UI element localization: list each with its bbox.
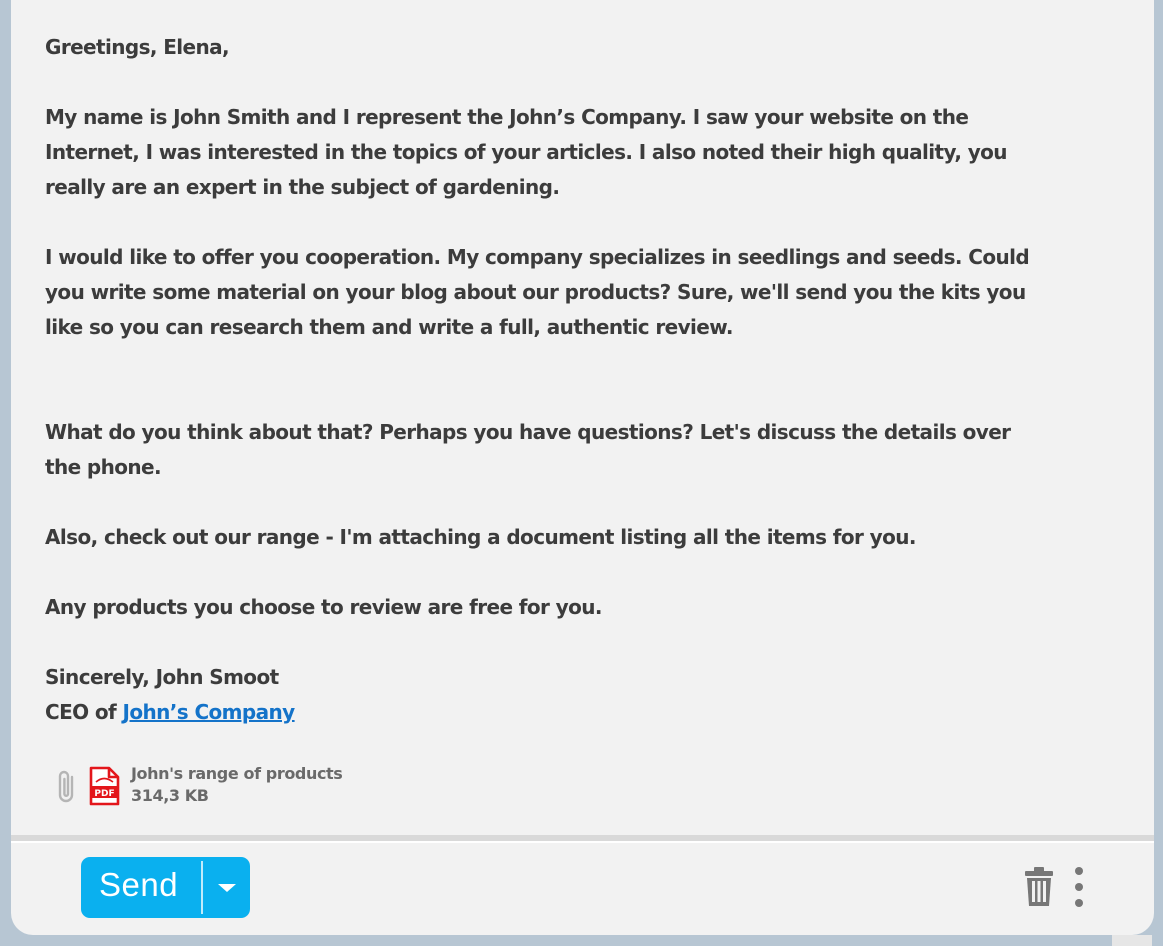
paperclip-icon <box>53 768 81 806</box>
send-separator <box>201 861 203 914</box>
attachment[interactable] <box>53 764 393 810</box>
trash-icon <box>1023 864 1055 908</box>
email-compose-window <box>11 0 1154 935</box>
paragraph-question-line-1: What do you think about that? Perhaps you have questions? Let's discuss the details over <box>45 420 1011 444</box>
greeting: Greetings, Elena, <box>45 35 230 59</box>
paragraph-offer-line-2: you write some material on your blog about our products? Sure, we'll send you the kits you <box>45 280 1026 304</box>
attachment-name: John's range of products <box>131 764 343 783</box>
title-prefix: CEO of <box>45 700 123 724</box>
more-vertical-icon <box>1069 862 1089 912</box>
paragraph-intro-line-2: Internet, I was interested in the topics of your articles. I also noted their high quality, you <box>45 140 1007 164</box>
attachment-size: 314,3 KB <box>131 786 209 805</box>
window-edge <box>1112 935 1152 946</box>
company-link[interactable]: John’s Company <box>122 700 295 724</box>
toolbar-divider <box>11 835 1154 843</box>
delete-draft-button[interactable] <box>1023 864 1055 908</box>
signature-title <box>45 695 295 730</box>
paragraph-free-products: Any products you choose to review are free for you. <box>45 595 602 619</box>
paragraph-question-line-2: the phone. <box>45 455 162 479</box>
paragraph-attachment-note: Also, check out our range - I'm attaching a document listing all the items for you. <box>45 525 916 549</box>
pdf-label: PDF <box>94 789 115 799</box>
send-button[interactable] <box>81 857 250 918</box>
pdf-file-icon <box>87 766 121 806</box>
more-options-button[interactable] <box>1069 862 1089 912</box>
paragraph-intro-line-3: really are an expert in the subject of gardening. <box>45 175 560 199</box>
paragraph-offer-line-1: I would like to offer you cooperation. My company specializes in seedlings and seeds. Could <box>45 245 1030 269</box>
paragraph-offer-line-3: like so you can research them and write a full, authentic review. <box>45 315 733 339</box>
paragraph-intro-line-1: My name is John Smith and I represent the John’s Company. I saw your website on the <box>45 105 969 129</box>
chevron-down-icon <box>216 881 238 895</box>
send-options-dropdown[interactable] <box>204 857 250 918</box>
send-label: Send <box>99 866 179 903</box>
signature-line: Sincerely, John Smoot <box>45 665 279 689</box>
